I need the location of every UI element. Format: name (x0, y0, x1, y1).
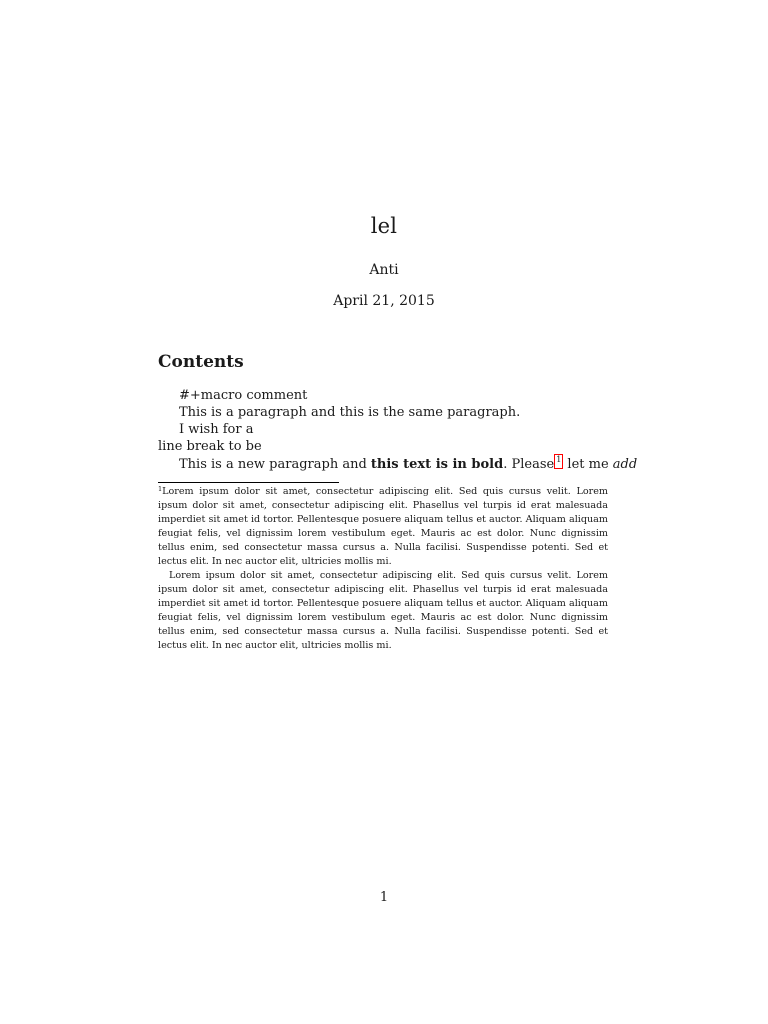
footnote-reference-link[interactable]: 1 (554, 454, 563, 469)
macro-comment-line: #+macro comment (179, 388, 308, 403)
footnote-1-text: Lorem ipsum dolor sit amet, consectetur adipiscing elit. Sed quis cursus velit. Lorem ipsum dolor sit amet, consectetur adipiscing elit. Phasellus vel turpis id erat malesuada imperdiet sit amet id tortor. Pellentesque posuere aliquam tellus et auctor. Aliquam aliquam feugiat felis, vel dignissim lorem vestibulum eget. Mauris ac est dolor. Nunc dignissim tellus enim, sed consectetur massa cursus a. Nulla facilisi. Suspendisse potenti. Sed et lectus elit. In nec auctor elit, ultricies mollis mi. (158, 486, 608, 567)
line-break-first: I wish for a (179, 422, 254, 437)
footnote-2-text: Lorem ipsum dolor sit amet, consectetur adipiscing elit. Sed quis cursus velit. Lorem ipsum dolor sit amet, consectetur adipiscing elit. Phasellus vel turpis id erat malesuada imperdiet sit amet id tortor. Pellentesque posuere aliquam tellus et auctor. Aliquam aliquam feugiat felis, vel dignissim lorem vestibulum eget. Mauris ac est dolor. Nunc dignissim tellus enim, sed consectetur massa cursus a. Nulla facilisi. Suspendisse potenti. Sed et lectus elit. In nec auctor elit, ultricies mollis mi. (158, 570, 608, 651)
footnote-1 (158, 485, 608, 569)
new-paragraph-suffix: let me (563, 457, 613, 472)
document-author: Anti (369, 262, 399, 278)
new-paragraph-line (179, 456, 637, 473)
footnote-1-continued (158, 569, 608, 653)
page-number: 1 (379, 890, 389, 905)
footnote-1-mark: 1 (158, 485, 163, 493)
line-break-second: line break to be (158, 439, 262, 454)
document-title: lel (370, 214, 398, 238)
footnote-divider (158, 482, 339, 483)
document-date: April 21, 2015 (333, 293, 435, 309)
contents-heading: Contents (158, 352, 244, 372)
new-paragraph-prefix: This is a new paragraph and (179, 457, 371, 472)
italic-text: add (612, 457, 638, 472)
paragraph-line: This is a paragraph and this is the same paragraph. (179, 405, 521, 420)
new-paragraph-mid: . Please (503, 457, 555, 472)
bold-text: this text is in bold (370, 457, 504, 472)
